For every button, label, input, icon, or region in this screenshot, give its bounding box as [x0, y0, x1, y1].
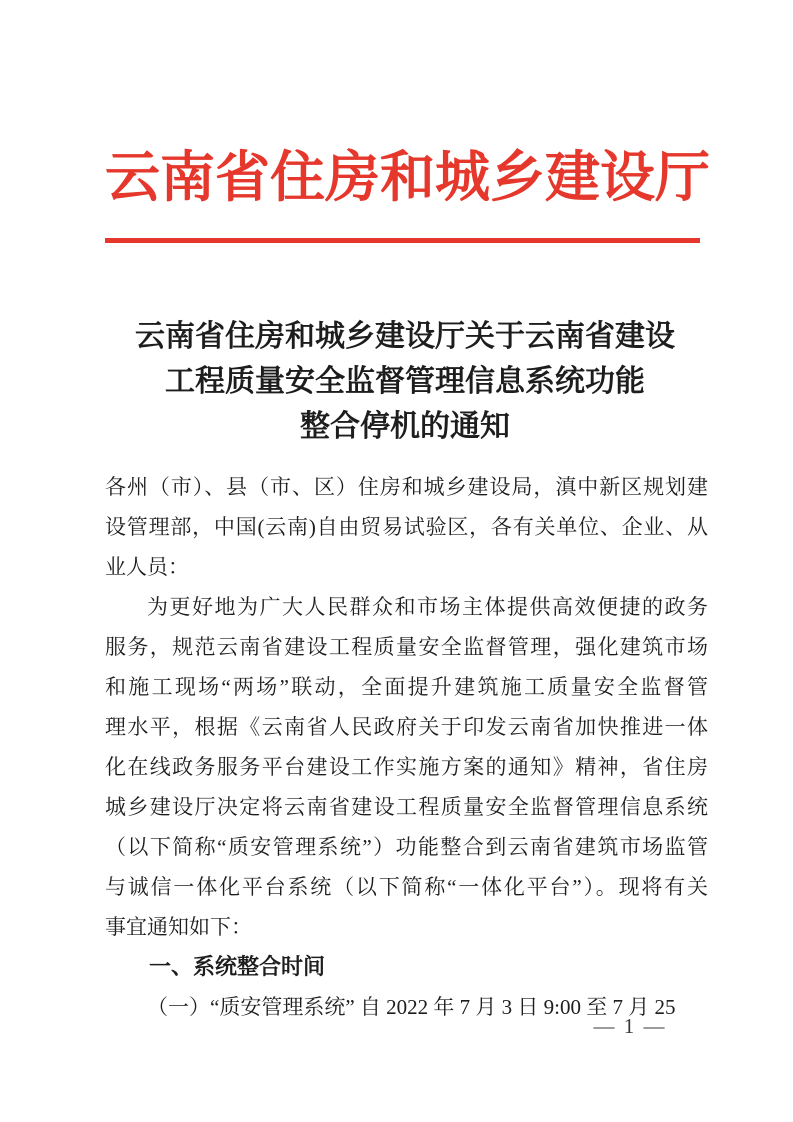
- body-line: 理水平，根据《云南省人民政府关于印发云南省加快推进一体: [105, 715, 708, 739]
- letterhead-agency-name: 云南省住房和城乡建设厅: [105, 147, 711, 208]
- body-line: 业人员：: [105, 555, 189, 579]
- document-title-line: 云南省住房和城乡建设厅关于云南省建设: [135, 320, 675, 353]
- body-line: 事宜通知如下：: [105, 915, 252, 939]
- body-line: 各州（市）、县（市、区）住房和城乡建设局，滇中新区规划建: [105, 475, 708, 499]
- body-line: 设管理部，中国(云南)自由贸易试验区，各有关单位、企业、从: [105, 515, 708, 539]
- body-line: （以下简称“质安管理系统”）功能整合到云南省建筑市场监管: [105, 835, 708, 859]
- document-title-line: 工程质量安全监督管理信息系统功能: [165, 365, 645, 398]
- section-heading: 一、系统整合时间: [149, 954, 326, 979]
- body-line: 和施工现场“两场”联动，全面提升建筑施工质量安全监督管: [105, 675, 708, 699]
- body-line: （一）“质安管理系统” 自 2022 年 7 月 3 日 9:00 至 7 月 25: [147, 995, 676, 1019]
- page-number: — 1 —: [593, 1014, 667, 1038]
- body-line: 与诚信一体化平台系统（以下简称“一体化平台”）。现将有关: [105, 875, 708, 899]
- body-line: 城乡建设厅决定将云南省建设工程质量安全监督管理信息系统: [105, 795, 708, 819]
- body-line: 服务，规范云南省建设工程质量安全监督管理，强化建筑市场: [105, 635, 708, 659]
- document-title-line: 整合停机的通知: [300, 410, 510, 443]
- body-line: 为更好地为广大人民群众和市场主体提供高效便捷的政务: [147, 595, 708, 619]
- body-line: 化在线政务服务平台建设工作实施方案的通知》精神，省住房: [105, 755, 708, 779]
- red-separator-rule: [105, 238, 700, 243]
- document-title: [105, 314, 705, 449]
- body-text: [105, 467, 708, 1027]
